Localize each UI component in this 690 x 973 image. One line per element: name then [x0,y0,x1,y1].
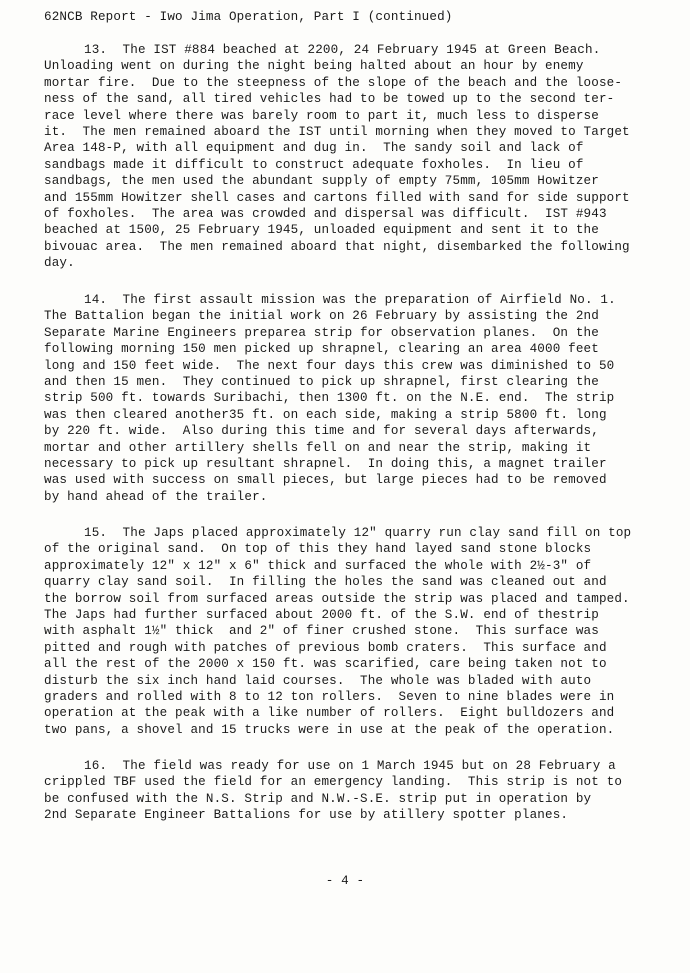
text-line: sandbags made it difficult to construct adequate foxholes. In lieu of [44,157,584,172]
text-line: of the original sand. On top of this they hand layed sand stone blocks [44,542,592,557]
text-line: day. [44,256,75,271]
text-line: operation at the peak with a like number of rollers. Eight bulldozers and [44,706,615,721]
text-line: was then cleared another35 ft. on each side, making a strip 5800 ft. long [44,407,607,422]
text-line: Area 148-P, with all equipment and dug in. The sandy soil and lack of [44,141,584,156]
page-number: - 4 - [325,874,365,888]
text-line: mortar and other artillery shells fell on and near the strip, making it [44,440,592,455]
text-line: with asphalt 1½" thick and 2" of finer crushed stone. This surface was [44,624,599,639]
text-line: the borrow soil from surfaced areas outside the strip was placed and tamped. [44,591,630,606]
text-line: following morning 150 men picked up shrapnel, clearing an area 4000 feet [44,342,599,357]
text-line: 2nd Separate Engineer Battalions for use by atillery spotter planes. [44,808,569,823]
text-line: mortar fire. Due to the steepness of the slope of the beach and the loose- [44,75,623,90]
text-line: necessary to pick up resultant shrapnel. In doing this, a magnet trailer [44,457,607,472]
paragraph-16 [44,758,674,824]
text-line: approximately 12" x 12" x 6" thick and surfaced the whole with 2½-3" of [44,558,592,573]
text-line: 14. The first assault mission was the preparation of Airfield No. 1. [84,293,616,307]
text-line: sandbags, the men used the abundant supply of empty 75mm, 105mm Howitzer [44,174,599,189]
text-line: and 155mm Howitzer shell cases and cartons filled with sand for side support [44,190,630,205]
text-line: was used with success on small pieces, but large pieces had to be removed [44,473,607,488]
text-line: of foxholes. The area was crowded and dispersal was difficult. IST #943 [44,207,607,222]
paragraph-15 [44,525,674,738]
report-header: 62NCB Report - Iwo Jima Operation, Part I (continued) [44,10,453,24]
paragraph-14 [44,292,674,505]
text-line: race level where there was barely room to part it, much less to disperse [44,108,599,123]
text-line: long and 150 feet wide. The next four days this crew was diminished to 50 [44,358,615,373]
text-line: be confused with the N.S. Strip and N.W.-S.E. strip put in operation by [44,791,592,806]
text-line: quarry clay sand soil. In filling the holes the sand was cleaned out and [44,575,607,590]
text-line: it. The men remained aboard the IST until morning when they moved to Target [44,125,630,140]
paragraph-13 [44,42,674,272]
text-line: The Battalion began the initial work on 26 February by assisting the 2nd [44,309,599,324]
text-line: The Japs had further surfaced about 2000 ft. of the S.W. end of thestrip [44,608,599,623]
text-line: crippled TBF used the field for an emergency landing. This strip is not to [44,775,623,790]
text-line: disturb the six inch hand laid courses. The whole was bladed with auto [44,673,592,688]
text-line: and then 15 men. They continued to pick up shrapnel, first clearing the [44,375,599,390]
text-line: two pans, a shovel and 15 trucks were in use at the peak of the operation. [44,722,615,737]
text-line: Separate Marine Engineers preparea strip for observation planes. On the [44,325,599,340]
text-line: 15. The Japs placed approximately 12" quarry run clay sand fill on top [84,526,632,540]
text-line: bivouac area. The men remained aboard that night, disembarked the following [44,239,630,254]
text-line: all the rest of the 2000 x 150 ft. was scarified, care being taken not to [44,657,607,672]
text-line: by 220 ft. wide. Also during this time and for several days afterwards, [44,424,599,439]
text-line: 13. The IST #884 beached at 2200, 24 February 1945 at Green Beach. [84,43,601,57]
text-line: graders and rolled with 8 to 12 ton rollers. Seven to nine blades were in [44,690,615,705]
text-line: 16. The field was ready for use on 1 March 1945 but on 28 February a [84,759,616,773]
text-line: ness of the sand, all tired vehicles had to be towed up to the second ter- [44,92,615,107]
text-line: pitted and rough with patches of previous bomb craters. This surface and [44,640,607,655]
text-line: strip 500 ft. towards Suribachi, then 1300 ft. on the N.E. end. The strip [44,391,615,406]
text-line: beached at 1500, 25 February 1945, unloaded equipment and sent it to the [44,223,599,238]
text-line: Unloading went on during the night being halted about an hour by enemy [44,59,584,74]
text-line: by hand ahead of the trailer. [44,489,268,504]
